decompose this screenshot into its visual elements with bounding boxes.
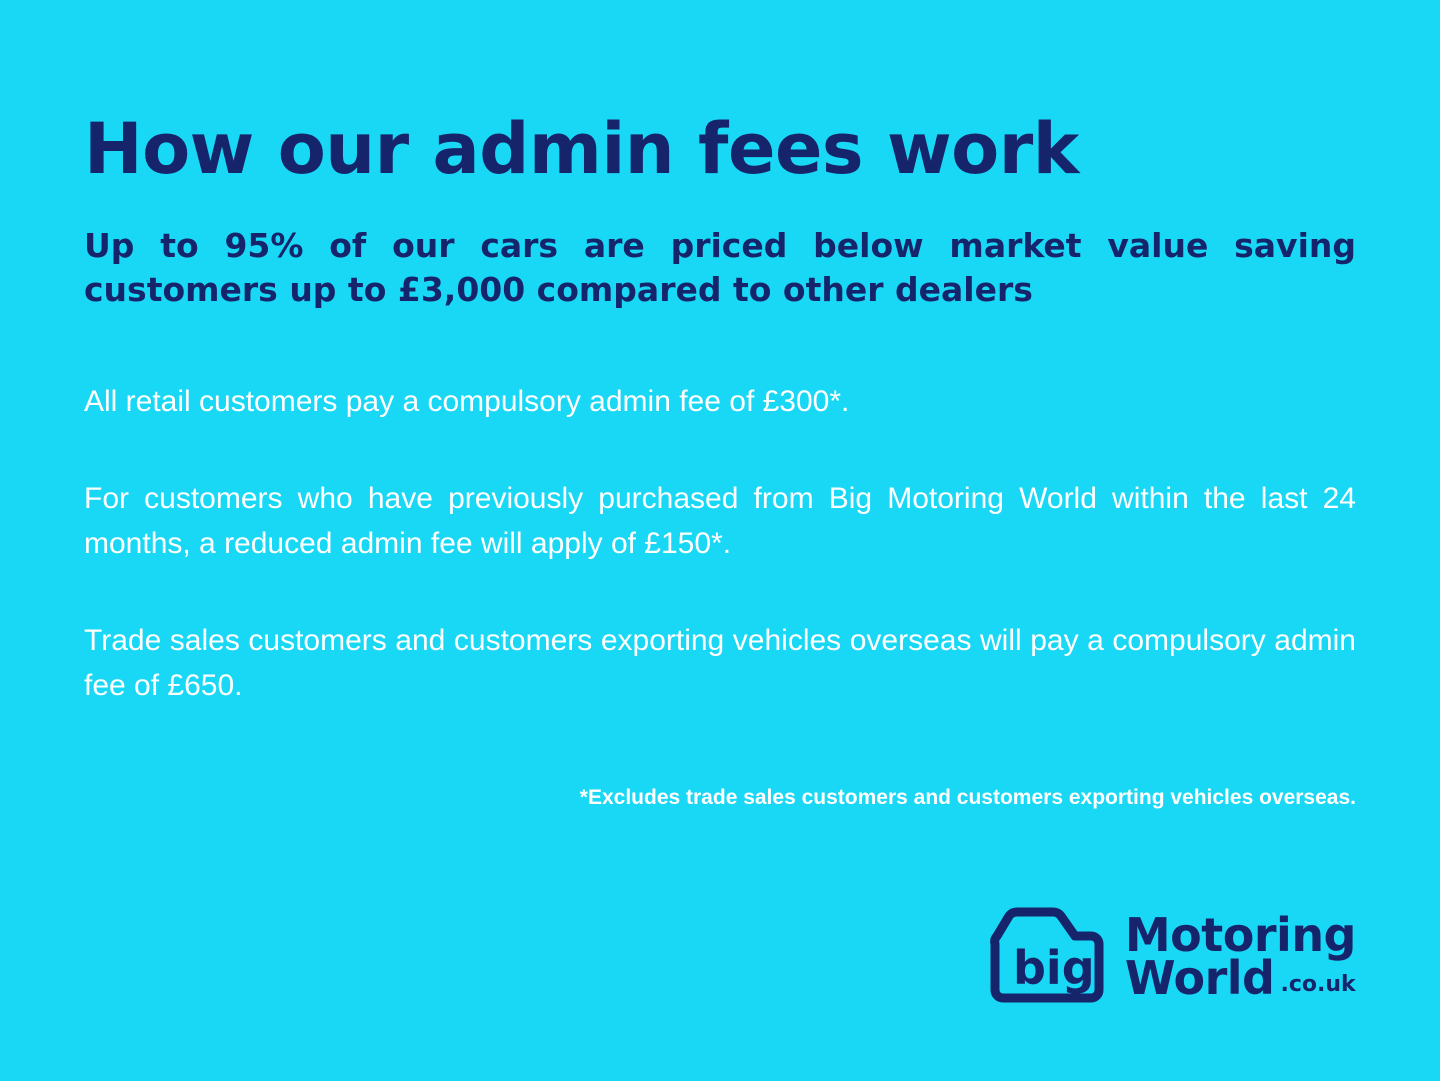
brand-logo (983, 904, 1356, 1009)
logo-line-2-row (1124, 950, 1356, 1005)
logo-tld: .co.uk (1280, 971, 1356, 997)
body-paragraph-1: All retail customers pay a compulsory admin fee of £300*. (84, 384, 850, 418)
footnote-text: *Excludes trade sales customers and customers exporting vehicles overseas. (579, 785, 1356, 809)
big-motoring-world-car-icon (983, 904, 1115, 1009)
logo-wordmark (1124, 908, 1356, 1005)
body-paragraph-2: For customers who have previously purchased from Big Motoring World within the last 24 months, a reduced admin fee will apply of £150*. (84, 481, 1356, 560)
page-title: How our admin fees work (84, 108, 1079, 190)
svg-text:big: big (1012, 941, 1095, 995)
logo-line-2: World (1124, 950, 1275, 1005)
body-paragraph-3: Trade sales customers and customers exporting vehicles overseas will pay a compulsory admin fee of £650. (84, 623, 1356, 702)
subheading: Up to 95% of our cars are priced below market value saving customers up to £3,000 compared to other dealers (84, 226, 1356, 310)
logo-line-1: Motoring (1124, 908, 1356, 963)
